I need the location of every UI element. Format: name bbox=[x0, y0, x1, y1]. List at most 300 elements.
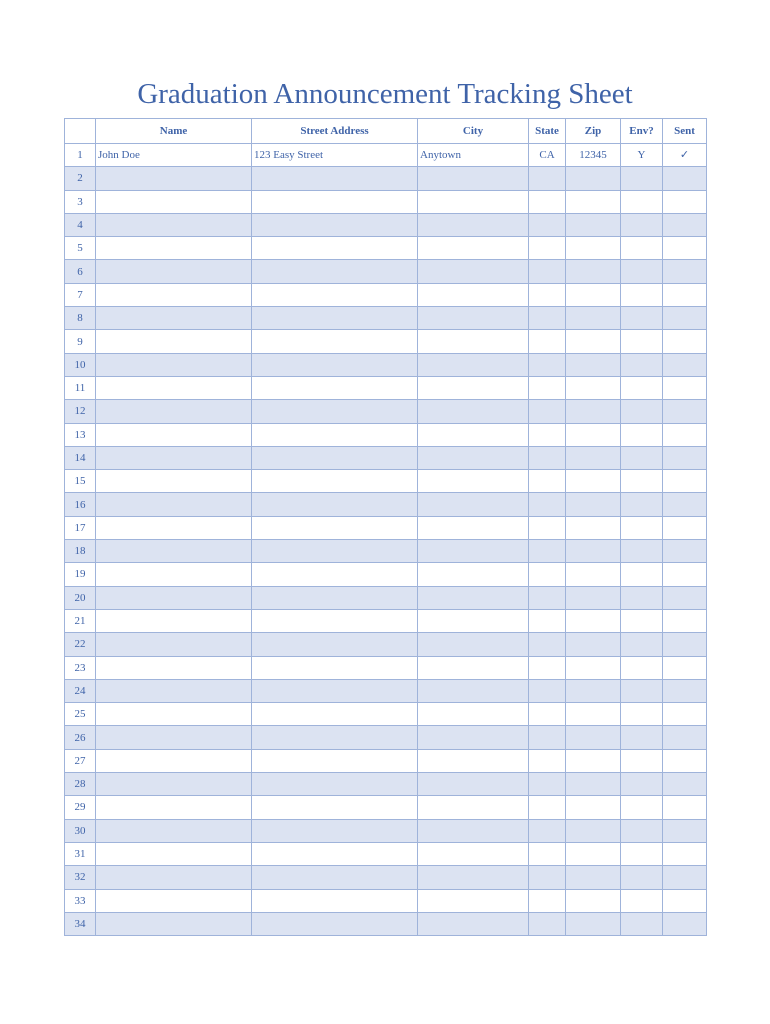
cell-sent[interactable] bbox=[663, 842, 707, 865]
cell-zip[interactable] bbox=[566, 446, 621, 469]
cell-sent[interactable] bbox=[663, 633, 707, 656]
row-number: 3 bbox=[65, 190, 96, 213]
cell-zip[interactable] bbox=[566, 563, 621, 586]
cell-zip[interactable] bbox=[566, 842, 621, 865]
table-row bbox=[65, 307, 707, 330]
table-row bbox=[65, 679, 707, 702]
cell-street-address[interactable] bbox=[252, 330, 418, 353]
cell-sent[interactable] bbox=[663, 516, 707, 539]
row-number: 25 bbox=[65, 703, 96, 726]
cell-city[interactable] bbox=[418, 307, 529, 330]
table-row bbox=[65, 633, 707, 656]
cell-sent[interactable] bbox=[663, 540, 707, 563]
cell-city[interactable] bbox=[418, 446, 529, 469]
cell-state[interactable] bbox=[529, 493, 566, 516]
table-row bbox=[65, 749, 707, 772]
cell-street-address[interactable] bbox=[252, 796, 418, 819]
table-row bbox=[65, 353, 707, 376]
cell-state[interactable] bbox=[529, 260, 566, 283]
cell-state[interactable] bbox=[529, 889, 566, 912]
cell-state[interactable] bbox=[529, 330, 566, 353]
cell-env[interactable] bbox=[621, 470, 663, 493]
table-row bbox=[65, 423, 707, 446]
cell-state[interactable] bbox=[529, 866, 566, 889]
cell-zip[interactable] bbox=[566, 213, 621, 236]
cell-env[interactable] bbox=[621, 446, 663, 469]
cell-name[interactable] bbox=[96, 213, 252, 236]
cell-sent[interactable] bbox=[663, 819, 707, 842]
cell-name[interactable] bbox=[96, 773, 252, 796]
cell-zip[interactable] bbox=[566, 540, 621, 563]
cell-env[interactable] bbox=[621, 260, 663, 283]
cell-street-address[interactable] bbox=[252, 237, 418, 260]
cell-sent[interactable] bbox=[663, 749, 707, 772]
cell-sent[interactable] bbox=[663, 353, 707, 376]
cell-street-address[interactable] bbox=[252, 446, 418, 469]
cell-state[interactable] bbox=[529, 190, 566, 213]
header-zip: Zip bbox=[566, 119, 621, 144]
cell-street-address[interactable] bbox=[252, 516, 418, 539]
table-row bbox=[65, 773, 707, 796]
table-row bbox=[65, 656, 707, 679]
cell-city[interactable] bbox=[418, 889, 529, 912]
cell-city[interactable] bbox=[418, 330, 529, 353]
cell-city[interactable] bbox=[418, 819, 529, 842]
row-number: 31 bbox=[65, 842, 96, 865]
cell-name[interactable] bbox=[96, 260, 252, 283]
header-city: City bbox=[418, 119, 529, 144]
cell-street-address[interactable] bbox=[252, 493, 418, 516]
cell-name[interactable] bbox=[96, 586, 252, 609]
cell-state[interactable] bbox=[529, 400, 566, 423]
cell-state[interactable]: CA bbox=[529, 144, 566, 167]
cell-state[interactable] bbox=[529, 633, 566, 656]
row-number: 29 bbox=[65, 796, 96, 819]
cell-name[interactable] bbox=[96, 400, 252, 423]
cell-street-address[interactable] bbox=[252, 656, 418, 679]
cell-city[interactable] bbox=[418, 237, 529, 260]
cell-city[interactable] bbox=[418, 726, 529, 749]
cell-city[interactable] bbox=[418, 563, 529, 586]
cell-name[interactable] bbox=[96, 283, 252, 306]
table-row bbox=[65, 726, 707, 749]
cell-street-address[interactable] bbox=[252, 307, 418, 330]
cell-sent[interactable] bbox=[663, 237, 707, 260]
cell-env[interactable] bbox=[621, 423, 663, 446]
cell-zip[interactable] bbox=[566, 796, 621, 819]
cell-env[interactable] bbox=[621, 749, 663, 772]
cell-sent[interactable] bbox=[663, 330, 707, 353]
cell-street-address[interactable] bbox=[252, 679, 418, 702]
cell-name[interactable] bbox=[96, 819, 252, 842]
cell-zip[interactable] bbox=[566, 376, 621, 399]
cell-zip[interactable] bbox=[566, 470, 621, 493]
table-row bbox=[65, 213, 707, 236]
cell-env[interactable] bbox=[621, 493, 663, 516]
row-number: 32 bbox=[65, 866, 96, 889]
cell-sent[interactable] bbox=[663, 493, 707, 516]
cell-sent[interactable] bbox=[663, 679, 707, 702]
cell-name[interactable] bbox=[96, 446, 252, 469]
cell-city[interactable] bbox=[418, 796, 529, 819]
cell-name[interactable] bbox=[96, 330, 252, 353]
cell-name[interactable] bbox=[96, 726, 252, 749]
cell-city[interactable] bbox=[418, 842, 529, 865]
cell-city[interactable] bbox=[418, 516, 529, 539]
table-row bbox=[65, 493, 707, 516]
cell-street-address[interactable] bbox=[252, 609, 418, 632]
cell-street-address[interactable] bbox=[252, 376, 418, 399]
cell-city[interactable] bbox=[418, 423, 529, 446]
cell-name[interactable] bbox=[96, 796, 252, 819]
cell-state[interactable] bbox=[529, 656, 566, 679]
row-number: 11 bbox=[65, 376, 96, 399]
cell-env[interactable] bbox=[621, 819, 663, 842]
cell-zip[interactable] bbox=[566, 400, 621, 423]
cell-city[interactable] bbox=[418, 912, 529, 935]
cell-zip[interactable] bbox=[566, 633, 621, 656]
cell-street-address[interactable] bbox=[252, 703, 418, 726]
cell-street-address[interactable] bbox=[252, 563, 418, 586]
cell-street-address[interactable] bbox=[252, 912, 418, 935]
cell-street-address[interactable] bbox=[252, 190, 418, 213]
row-number: 24 bbox=[65, 679, 96, 702]
cell-name[interactable] bbox=[96, 167, 252, 190]
cell-env[interactable] bbox=[621, 633, 663, 656]
cell-city[interactable] bbox=[418, 213, 529, 236]
row-number: 16 bbox=[65, 493, 96, 516]
cell-sent[interactable] bbox=[663, 307, 707, 330]
cell-name[interactable] bbox=[96, 493, 252, 516]
cell-zip[interactable] bbox=[566, 237, 621, 260]
cell-street-address[interactable] bbox=[252, 423, 418, 446]
cell-street-address[interactable]: 123 Easy Street bbox=[252, 144, 418, 167]
row-number: 9 bbox=[65, 330, 96, 353]
cell-zip[interactable] bbox=[566, 167, 621, 190]
cell-street-address[interactable] bbox=[252, 773, 418, 796]
cell-street-address[interactable] bbox=[252, 726, 418, 749]
cell-city[interactable] bbox=[418, 656, 529, 679]
cell-sent[interactable] bbox=[663, 796, 707, 819]
cell-zip[interactable] bbox=[566, 726, 621, 749]
cell-state[interactable] bbox=[529, 213, 566, 236]
cell-city[interactable] bbox=[418, 493, 529, 516]
cell-env[interactable] bbox=[621, 400, 663, 423]
cell-sent[interactable] bbox=[663, 703, 707, 726]
cell-env[interactable] bbox=[621, 773, 663, 796]
row-number: 34 bbox=[65, 912, 96, 935]
row-number: 26 bbox=[65, 726, 96, 749]
table-row bbox=[65, 446, 707, 469]
cell-name[interactable] bbox=[96, 749, 252, 772]
cell-city[interactable] bbox=[418, 773, 529, 796]
cell-city[interactable] bbox=[418, 633, 529, 656]
cell-sent[interactable] bbox=[663, 167, 707, 190]
cell-sent[interactable]: ✓ bbox=[663, 144, 707, 167]
cell-state[interactable] bbox=[529, 353, 566, 376]
cell-state[interactable] bbox=[529, 609, 566, 632]
cell-street-address[interactable] bbox=[252, 167, 418, 190]
table-row bbox=[65, 703, 707, 726]
table-row bbox=[65, 912, 707, 935]
cell-zip[interactable] bbox=[566, 773, 621, 796]
cell-city[interactable] bbox=[418, 586, 529, 609]
cell-sent[interactable] bbox=[663, 889, 707, 912]
cell-state[interactable] bbox=[529, 516, 566, 539]
cell-name[interactable] bbox=[96, 656, 252, 679]
header-row bbox=[65, 119, 707, 144]
table-row bbox=[65, 376, 707, 399]
cell-name[interactable] bbox=[96, 679, 252, 702]
row-number: 8 bbox=[65, 307, 96, 330]
table-row bbox=[65, 400, 707, 423]
cell-street-address[interactable] bbox=[252, 400, 418, 423]
cell-name[interactable] bbox=[96, 516, 252, 539]
cell-city[interactable]: Anytown bbox=[418, 144, 529, 167]
table-row bbox=[65, 144, 707, 167]
cell-env[interactable] bbox=[621, 283, 663, 306]
cell-state[interactable] bbox=[529, 586, 566, 609]
cell-street-address[interactable] bbox=[252, 586, 418, 609]
table-row bbox=[65, 470, 707, 493]
cell-env[interactable] bbox=[621, 190, 663, 213]
cell-sent[interactable] bbox=[663, 190, 707, 213]
cell-env[interactable] bbox=[621, 866, 663, 889]
row-number: 33 bbox=[65, 889, 96, 912]
cell-street-address[interactable] bbox=[252, 633, 418, 656]
cell-name[interactable] bbox=[96, 912, 252, 935]
cell-street-address[interactable] bbox=[252, 819, 418, 842]
cell-state[interactable] bbox=[529, 167, 566, 190]
cell-name[interactable] bbox=[96, 190, 252, 213]
cell-sent[interactable] bbox=[663, 213, 707, 236]
cell-street-address[interactable] bbox=[252, 470, 418, 493]
cell-city[interactable] bbox=[418, 749, 529, 772]
page-title: Graduation Announcement Tracking Sheet bbox=[137, 78, 633, 110]
cell-zip[interactable] bbox=[566, 586, 621, 609]
cell-state[interactable] bbox=[529, 703, 566, 726]
cell-state[interactable] bbox=[529, 796, 566, 819]
cell-zip[interactable]: 12345 bbox=[566, 144, 621, 167]
cell-sent[interactable] bbox=[663, 773, 707, 796]
cell-zip[interactable] bbox=[566, 423, 621, 446]
cell-zip[interactable] bbox=[566, 307, 621, 330]
cell-env[interactable] bbox=[621, 656, 663, 679]
cell-name[interactable] bbox=[96, 470, 252, 493]
cell-city[interactable] bbox=[418, 540, 529, 563]
row-number: 7 bbox=[65, 283, 96, 306]
row-number: 28 bbox=[65, 773, 96, 796]
table-row bbox=[65, 819, 707, 842]
cell-sent[interactable] bbox=[663, 656, 707, 679]
cell-zip[interactable] bbox=[566, 749, 621, 772]
table-row bbox=[65, 167, 707, 190]
cell-name[interactable] bbox=[96, 307, 252, 330]
cell-zip[interactable] bbox=[566, 679, 621, 702]
cell-env[interactable] bbox=[621, 586, 663, 609]
cell-zip[interactable] bbox=[566, 283, 621, 306]
cell-state[interactable] bbox=[529, 376, 566, 399]
cell-city[interactable] bbox=[418, 679, 529, 702]
row-number: 15 bbox=[65, 470, 96, 493]
cell-env[interactable] bbox=[621, 912, 663, 935]
cell-name[interactable] bbox=[96, 353, 252, 376]
cell-zip[interactable] bbox=[566, 703, 621, 726]
cell-zip[interactable] bbox=[566, 609, 621, 632]
cell-env[interactable] bbox=[621, 540, 663, 563]
cell-env[interactable] bbox=[621, 889, 663, 912]
cell-name[interactable] bbox=[96, 540, 252, 563]
cell-city[interactable] bbox=[418, 703, 529, 726]
cell-city[interactable] bbox=[418, 283, 529, 306]
cell-env[interactable] bbox=[621, 796, 663, 819]
header-number bbox=[65, 119, 96, 144]
cell-env[interactable] bbox=[621, 726, 663, 749]
cell-zip[interactable] bbox=[566, 516, 621, 539]
cell-name[interactable] bbox=[96, 889, 252, 912]
cell-state[interactable] bbox=[529, 726, 566, 749]
cell-name[interactable] bbox=[96, 866, 252, 889]
cell-city[interactable] bbox=[418, 167, 529, 190]
cell-env[interactable] bbox=[621, 237, 663, 260]
table-row bbox=[65, 330, 707, 353]
cell-city[interactable] bbox=[418, 376, 529, 399]
cell-state[interactable] bbox=[529, 307, 566, 330]
cell-sent[interactable] bbox=[663, 912, 707, 935]
cell-state[interactable] bbox=[529, 749, 566, 772]
table-row bbox=[65, 796, 707, 819]
cell-env[interactable] bbox=[621, 703, 663, 726]
cell-state[interactable] bbox=[529, 283, 566, 306]
cell-zip[interactable] bbox=[566, 353, 621, 376]
cell-env[interactable]: Y bbox=[621, 144, 663, 167]
cell-city[interactable] bbox=[418, 190, 529, 213]
header-env: Env? bbox=[621, 119, 663, 144]
cell-zip[interactable] bbox=[566, 889, 621, 912]
cell-state[interactable] bbox=[529, 842, 566, 865]
cell-state[interactable] bbox=[529, 819, 566, 842]
cell-street-address[interactable] bbox=[252, 260, 418, 283]
cell-sent[interactable] bbox=[663, 609, 707, 632]
cell-street-address[interactable] bbox=[252, 213, 418, 236]
cell-sent[interactable] bbox=[663, 470, 707, 493]
cell-state[interactable] bbox=[529, 237, 566, 260]
cell-env[interactable] bbox=[621, 353, 663, 376]
cell-zip[interactable] bbox=[566, 330, 621, 353]
cell-sent[interactable] bbox=[663, 400, 707, 423]
cell-street-address[interactable] bbox=[252, 866, 418, 889]
cell-name[interactable] bbox=[96, 703, 252, 726]
row-number: 13 bbox=[65, 423, 96, 446]
cell-sent[interactable] bbox=[663, 423, 707, 446]
cell-env[interactable] bbox=[621, 679, 663, 702]
cell-zip[interactable] bbox=[566, 866, 621, 889]
cell-state[interactable] bbox=[529, 912, 566, 935]
cell-name[interactable] bbox=[96, 609, 252, 632]
row-number: 2 bbox=[65, 167, 96, 190]
cell-state[interactable] bbox=[529, 446, 566, 469]
cell-state[interactable] bbox=[529, 540, 566, 563]
header-name: Name bbox=[96, 119, 252, 144]
cell-street-address[interactable] bbox=[252, 889, 418, 912]
cell-name[interactable] bbox=[96, 842, 252, 865]
cell-env[interactable] bbox=[621, 376, 663, 399]
table-row bbox=[65, 260, 707, 283]
cell-street-address[interactable] bbox=[252, 353, 418, 376]
cell-zip[interactable] bbox=[566, 493, 621, 516]
cell-zip[interactable] bbox=[566, 190, 621, 213]
cell-sent[interactable] bbox=[663, 283, 707, 306]
cell-sent[interactable] bbox=[663, 563, 707, 586]
table-row bbox=[65, 889, 707, 912]
cell-city[interactable] bbox=[418, 470, 529, 493]
row-number: 1 bbox=[65, 144, 96, 167]
cell-street-address[interactable] bbox=[252, 749, 418, 772]
cell-zip[interactable] bbox=[566, 656, 621, 679]
cell-env[interactable] bbox=[621, 563, 663, 586]
cell-sent[interactable] bbox=[663, 866, 707, 889]
table-row bbox=[65, 283, 707, 306]
cell-state[interactable] bbox=[529, 773, 566, 796]
cell-sent[interactable] bbox=[663, 260, 707, 283]
row-number: 6 bbox=[65, 260, 96, 283]
cell-state[interactable] bbox=[529, 563, 566, 586]
cell-sent[interactable] bbox=[663, 446, 707, 469]
cell-env[interactable] bbox=[621, 167, 663, 190]
cell-sent[interactable] bbox=[663, 726, 707, 749]
cell-sent[interactable] bbox=[663, 376, 707, 399]
cell-city[interactable] bbox=[418, 609, 529, 632]
cell-city[interactable] bbox=[418, 353, 529, 376]
cell-state[interactable] bbox=[529, 423, 566, 446]
table-row bbox=[65, 516, 707, 539]
table-row bbox=[65, 190, 707, 213]
cell-state[interactable] bbox=[529, 470, 566, 493]
cell-env[interactable] bbox=[621, 330, 663, 353]
cell-city[interactable] bbox=[418, 260, 529, 283]
cell-street-address[interactable] bbox=[252, 842, 418, 865]
cell-street-address[interactable] bbox=[252, 283, 418, 306]
cell-env[interactable] bbox=[621, 842, 663, 865]
cell-zip[interactable] bbox=[566, 819, 621, 842]
row-number: 30 bbox=[65, 819, 96, 842]
cell-env[interactable] bbox=[621, 609, 663, 632]
row-number: 12 bbox=[65, 400, 96, 423]
cell-name[interactable] bbox=[96, 423, 252, 446]
table-row bbox=[65, 586, 707, 609]
cell-city[interactable] bbox=[418, 400, 529, 423]
table-row bbox=[65, 866, 707, 889]
cell-name[interactable] bbox=[96, 237, 252, 260]
cell-zip[interactable] bbox=[566, 912, 621, 935]
cell-name[interactable]: John Doe bbox=[96, 144, 252, 167]
row-number: 20 bbox=[65, 586, 96, 609]
cell-env[interactable] bbox=[621, 213, 663, 236]
cell-env[interactable] bbox=[621, 307, 663, 330]
tracking-table bbox=[64, 118, 707, 936]
cell-name[interactable] bbox=[96, 563, 252, 586]
cell-name[interactable] bbox=[96, 633, 252, 656]
cell-city[interactable] bbox=[418, 866, 529, 889]
cell-street-address[interactable] bbox=[252, 540, 418, 563]
cell-sent[interactable] bbox=[663, 586, 707, 609]
table-row bbox=[65, 540, 707, 563]
cell-name[interactable] bbox=[96, 376, 252, 399]
cell-zip[interactable] bbox=[566, 260, 621, 283]
cell-state[interactable] bbox=[529, 679, 566, 702]
cell-env[interactable] bbox=[621, 516, 663, 539]
row-number: 10 bbox=[65, 353, 96, 376]
